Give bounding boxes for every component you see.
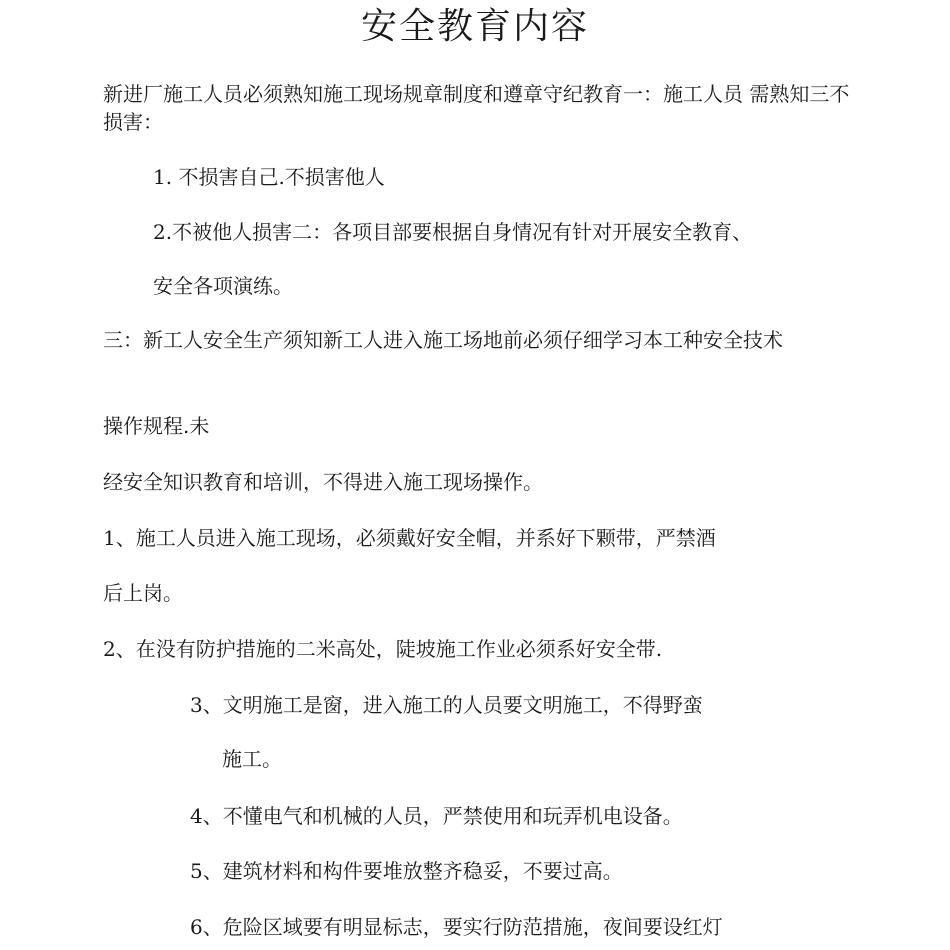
rule-one: 1. 不损害自己.不损害他人 — [153, 165, 385, 189]
item-1-continued: 后上岗。 — [103, 581, 183, 605]
item-1: 1、施工人员进入施工现场，必须戴好安全帽，并系好下颗带，严禁酒 — [103, 526, 716, 550]
item-6: 6、危险区域要有明显标志，要实行防范措施，夜间要设红灯 — [190, 915, 723, 939]
item-3: 3、文明施工是窗，进入施工的人员要文明施工，不得野蛮 — [190, 693, 703, 717]
document-title: 安全教育内容 — [360, 6, 589, 47]
item-5: 5、建筑材料和构件要堆放整齐稳妥，不要过高。 — [190, 859, 623, 883]
rule-two: 2.不被他人损害二：各项目部要根据自身情况有针对开展安全教育、 — [153, 220, 753, 244]
intro-paragraph: 新进厂施工人员必须熟知施工现场规章制度和遵章守纪教育一：施工人员 需熟知三不损害： — [103, 82, 850, 134]
section-three-line-b: 经安全知识教育和培训，不得进入施工现场操作。 — [103, 470, 543, 494]
item-2: 2、在没有防护措施的二米高处，陡坡施工作业必须系好安全带. — [103, 637, 663, 661]
item-3-continued: 施工。 — [222, 747, 282, 771]
item-4: 4、不懂电气和机械的人员，严禁使用和玩弄机电设备。 — [190, 804, 683, 828]
rule-two-continued: 安全各项演练。 — [153, 274, 293, 298]
section-three-line-a: 操作规程.未 — [103, 414, 210, 438]
section-three-heading: 三：新工人安全生产须知新工人进入施工场地前必须仔细学习本工种安全技术 — [103, 328, 783, 352]
